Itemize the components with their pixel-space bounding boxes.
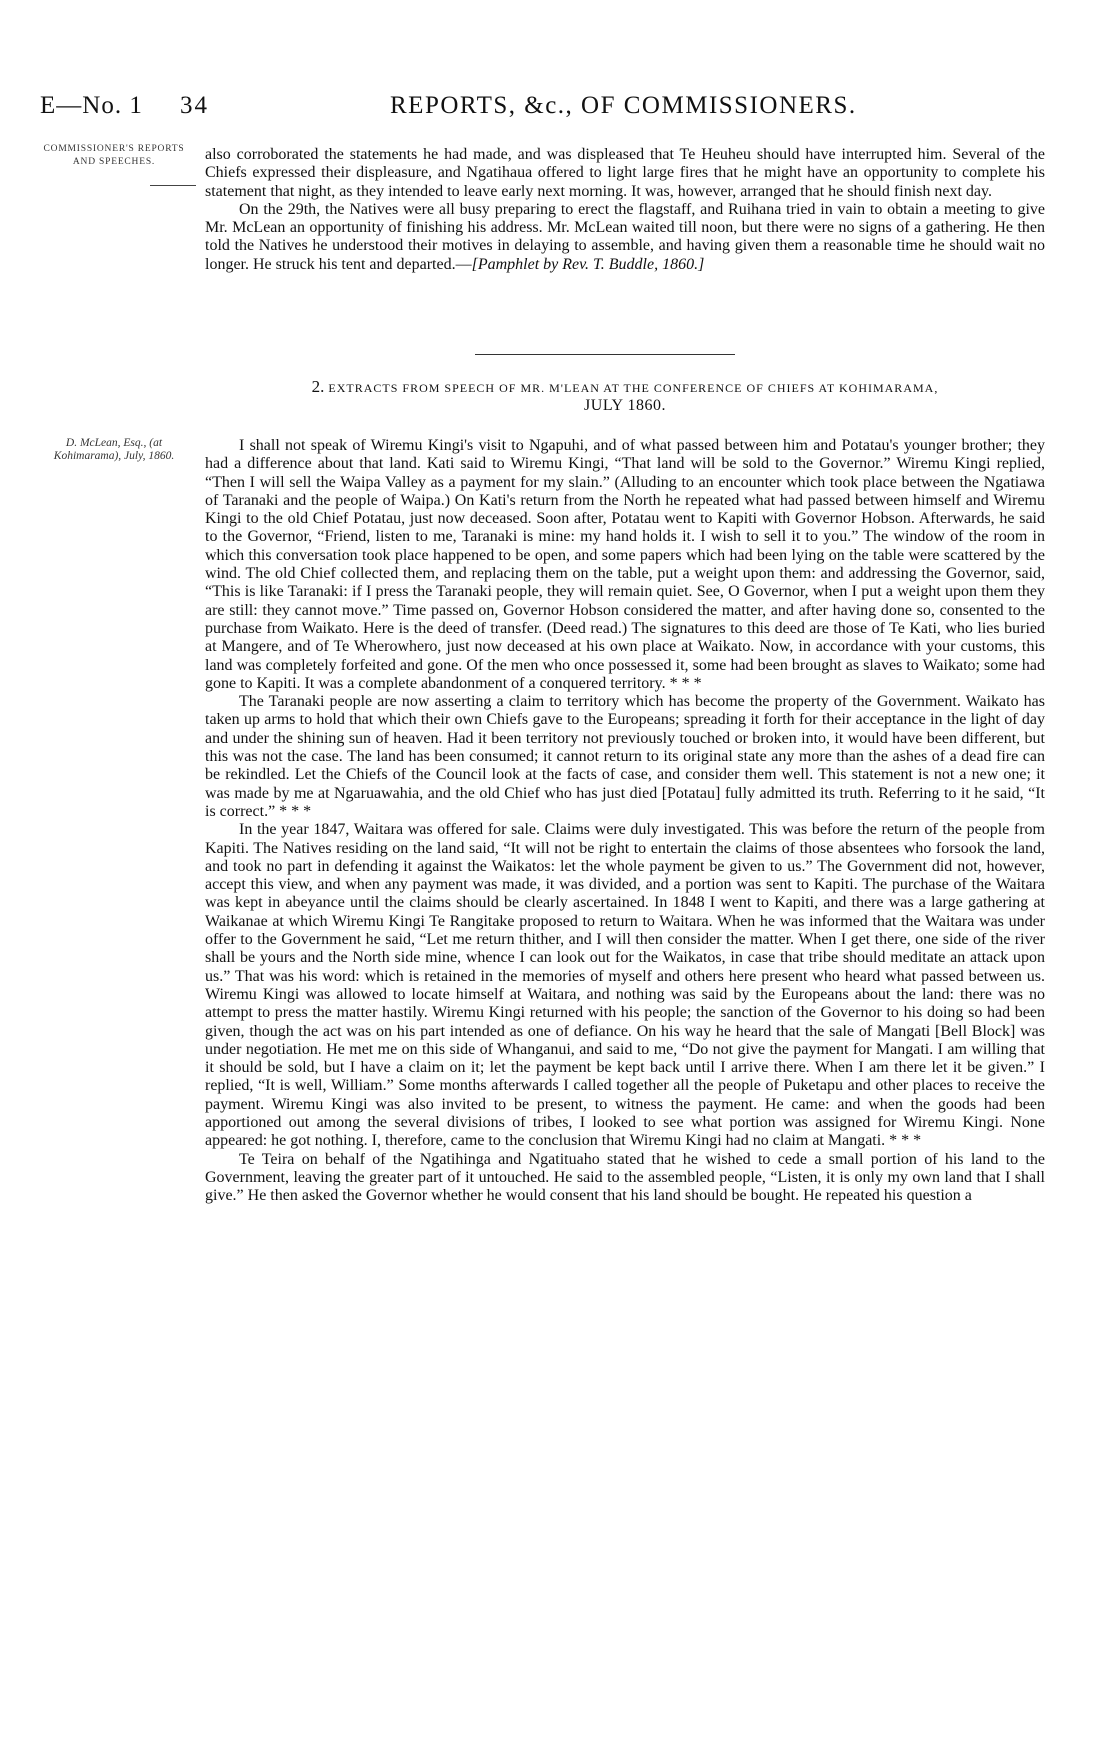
section-heading bbox=[205, 378, 1045, 415]
document-reference: E—No. 1 bbox=[40, 92, 143, 119]
section-divider bbox=[475, 354, 735, 355]
speech-paragraph-2: The Taranaki people are now asserting a claim to territory which has become the property of the Government. Waikato has taken up arms to hold that which their own Chiefs gave to the Europeans; spreading it forth for their acceptance in the light of day and under the shining sun of heaven. Had it been territory not previously touched or broken into, it would have been different, but this was not the case. The land has been consumed; it cannot return to its original state any more than the ashes of a dead fire can be rekindled. Let the Chiefs of the Council look at the facts of case, and consider them well. This statement is not a new one; it was made by me at Ngaruawahia, and the old Chief who has just died [Potatau] fully admitted its truth. Referring to it he said, “It is correct.” * * * bbox=[205, 693, 1045, 820]
sidenote-speaker: D. McLean, Esq., (at Kohimarama), July, 1860. bbox=[53, 437, 175, 462]
speech-text bbox=[205, 437, 1045, 1205]
section-number: 2. bbox=[311, 377, 325, 396]
intro-paragraph-2 bbox=[205, 201, 1045, 274]
running-title: REPORTS, &c., OF COMMISSIONERS. bbox=[390, 92, 857, 119]
intro-text bbox=[205, 146, 1045, 274]
section-date: JULY 1860. bbox=[584, 397, 666, 414]
intro-paragraph-1: also corroborated the statements he had made, and was displeased that Te Heuheu should have interrupted him. Several of the Chiefs expressed their displeasure, and Ngatihaua offered to light large fires that he might have an opportunity to complete his statement that night, as they intended to leave early next morning. It was, however, arranged that he should finish next day. bbox=[205, 146, 1045, 200]
sidenote-section: COMMISSIONER'S REPORTS AND SPEECHES. bbox=[43, 144, 185, 167]
speech-paragraph-3: In the year 1847, Waitara was offered for sale. Claims were duly investigated. This was before the return of the people from Kapiti. The Natives residing on the land said, “It will not be right to entertain the claims of those absentees who forsook the land, and took no part in defending it against the Waikatos: let the whole payment be given to us.” The Government did not, however, accept this view, and when any payment was made, it was divided, and a portion was sent to Kapiti. The purchase of the Waitara was kept in abeyance until the claims should be clearly ascertained. In 1848 I went to Kapiti, and there was a large gathering at Waikanae at which Wiremu Kingi Te Rangitake proposed to return to Waitara. When he was informed that the Waitara was under offer to the Government he said, “Let me return thither, and I will then consider the matter. When I get there, one side of the river shall be yours and the North side mine, whence I can look out for the Waikatos, in case that tribe should meditate an attack upon us.” That was his word: which is retained in the memories of myself and others here present who heard what passed between us. Wiremu Kingi was allowed to locate himself at Waitara, and nothing was said by the Europeans about the land: there was no attempt to press the matter hastily. Wiremu Kingi returned with his people; the sanction of the Governor to his doing so had been given, though the act was on his part intended as one of defiance. On his way he heard that the sale of Mangati [Bell Block] was under negotiation. He met me on this side of Whanganui, and said to me, “Do not give the payment for Mangati. I am willing that it should be sold, but I have a claim on it; let the payment be kept back until I arrive there. When I am there let it be given.” I replied, “It is well, William.” Some months afterwards I called together all the people of Puketapu and other places to receive the payment. Wiremu Kingi was also invited to be present, to witness the payment. He came: and when the goods had been apportioned out among the several divisions of tribes, I looked to see what portion was assigned for Wiremu Kingi. None appeared: he got nothing. I, therefore, came to the conclusion that Wiremu Kingi had no claim at Mangati. * * * bbox=[205, 821, 1045, 1150]
intro-paragraph-2-text: On the 29th, the Natives were all busy preparing to erect the flagstaff, and Ruihana tried in vain to obtain a meeting to give Mr. McLean an opportunity of finishing his address. Mr. McLean waited till noon, but there were no signs of a gathering. He then told the Natives he understood their motives in delaying to assemble, and having given them a reasonable time he should wait no longer. He struck his tent and departed.— bbox=[205, 200, 1045, 273]
speech-paragraph-4: Te Teira on behalf of the Ngatihinga and Ngatituaho stated that he wished to cede a small portion of his land to the Government, leaving the greater part of it untouched. He said to the assembled people, “Listen, it is only my own land that I shall give.” He then asked the Governor whether he would consent that his land should be bought. He repeated his question a bbox=[205, 1150, 1045, 1205]
speech-paragraph-1: I shall not speak of Wiremu Kingi's visit to Ngapuhi, and of what passed between him and Potatau's younger brother; they had a difference about that land. Kati said to Wiremu Kingi, “That land will be sold to the Governor.” Wiremu Kingi replied, “Then I will sell the Waipa Valley as a payment for my slain.” (Alluding to an encounter which took place between the Ngatiawa of Taranaki and the people of Waipa.) On Kati's return from the North he repeated what had passed between himself and Wiremu Kingi to the old Chief Potatau, just now deceased. Soon after, Potatau went to Kapiti with Governor Hobson. Afterwards, he said to the Governor, “Friend, listen to me, Taranaki is mine: my hand holds it. I wish to sell it to you.” The window of the room in which this conversation took place happened to be open, and some papers which had been lying on the table were scattered by the wind. The old Chief collected them, and replacing them on the table, put a weight upon them: and addressing the Governor, said, “This is like Taranaki: if I press the Taranaki people, they will remain quiet. See, O Governor, when I put a weight upon them they are still: they cannot move.” Time passed on, Governor Hobson considered the matter, and after having done so, consented to the purchase from Waikato. Here is the deed of transfer. (Deed read.) The signatures to this deed are those of Te Kati, who lies buried at Mangere, and of Te Wherowhero, just now deceased at his own place at Waikato. Now, in accordance with your customs, this land was completely forfeited and gone. Of the men who once possessed it, some had been brought as slaves to Waikato; some had gone to Kapiti. It was a complete abandonment of a conquered territory. * * * bbox=[205, 437, 1045, 692]
section-title: EXTRACTS FROM SPEECH OF MR. M'LEAN AT THE CONFERENCE OF CHIEFS AT KOHIMARAMA, bbox=[328, 381, 939, 395]
sidenote-divider bbox=[150, 185, 196, 186]
page-header bbox=[40, 92, 1070, 132]
pamphlet-citation: [Pamphlet by Rev. T. Buddle, 1860.] bbox=[471, 255, 705, 273]
page-number: 34 bbox=[180, 92, 209, 119]
